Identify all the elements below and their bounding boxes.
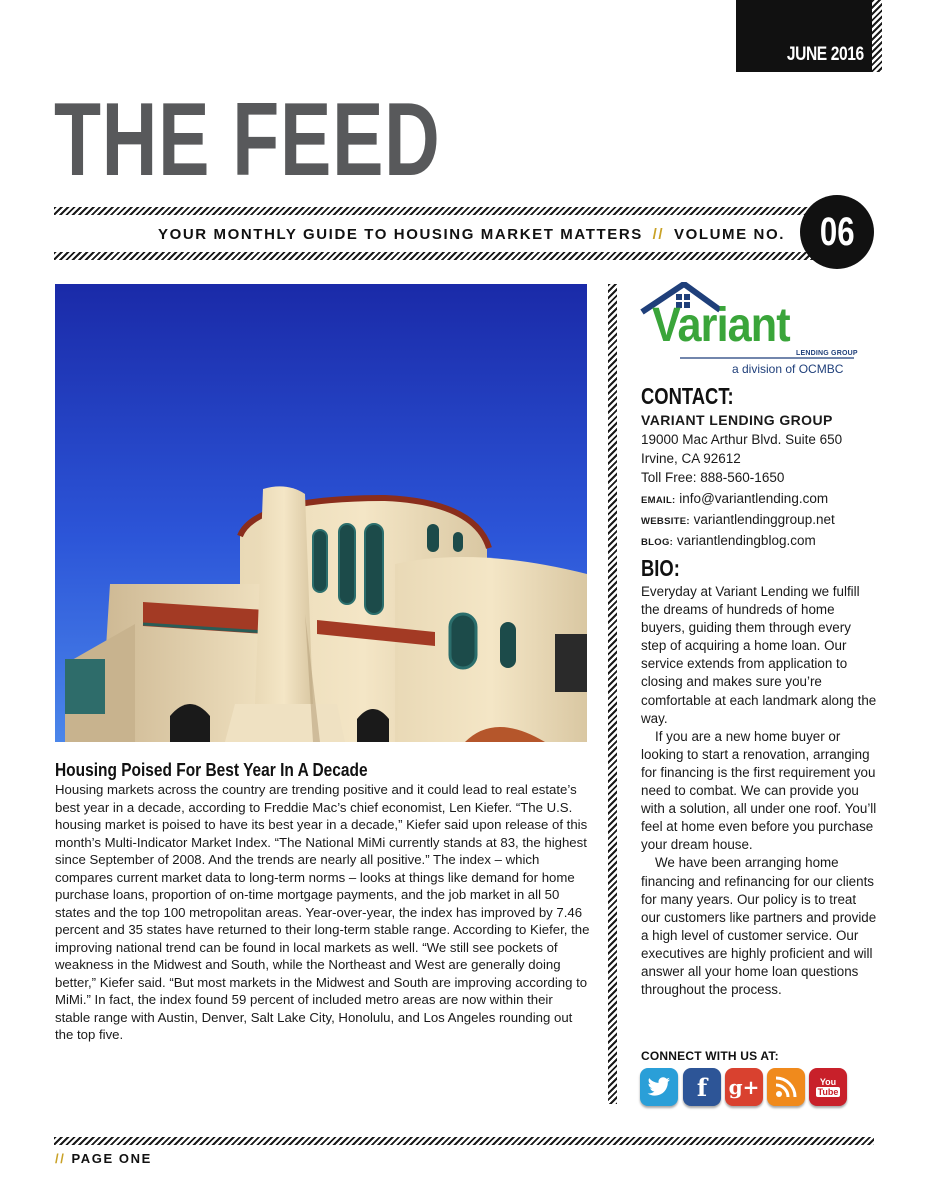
email-link[interactable]: info@variantlending.com bbox=[679, 491, 829, 506]
logo-tagline: LENDING GROUP bbox=[796, 350, 858, 357]
month-badge-hatch bbox=[872, 0, 882, 72]
bio-paragraph-1: Everyday at Variant Lending we fulfill the dreams of hundreds of home buyers, guiding them through every step of acquiring a home loan. Our service extends from application to closing and makes sure you’re comfortable at each landmark along the way. bbox=[641, 584, 877, 726]
youtube-icon[interactable]: You Tube bbox=[809, 1068, 847, 1106]
company-name: VARIANT LENDING GROUP bbox=[641, 412, 833, 428]
googleplus-icon[interactable]: g+ bbox=[725, 1068, 763, 1106]
header-divider-bottom bbox=[54, 252, 814, 260]
rss-icon[interactable] bbox=[767, 1068, 805, 1106]
volume-badge bbox=[800, 195, 874, 269]
address-line-2: Irvine, CA 92612 bbox=[641, 451, 741, 466]
header-divider-top bbox=[54, 207, 814, 215]
page-label: PAGE ONE bbox=[71, 1151, 152, 1166]
company-logo bbox=[640, 282, 860, 378]
footer-divider bbox=[54, 1137, 874, 1145]
connect-label: CONNECT WITH US AT: bbox=[641, 1049, 779, 1063]
subtitle-text: YOUR MONTHLY GUIDE TO HOUSING MARKET MATTERS bbox=[158, 226, 643, 243]
blog-link[interactable]: variantlendingblog.com bbox=[676, 533, 816, 548]
article-title: Housing Poised For Best Year In A Decade bbox=[55, 760, 368, 780]
facebook-icon[interactable]: f bbox=[683, 1068, 721, 1106]
page-footer bbox=[55, 1151, 152, 1166]
website-label: WEBSITE: bbox=[641, 516, 690, 527]
address-line-1: 19000 Mac Arthur Blvd. Suite 650 bbox=[641, 432, 843, 447]
email-row bbox=[641, 489, 881, 510]
volume-number: 06 bbox=[819, 209, 855, 254]
bio-text bbox=[641, 583, 877, 999]
month-badge bbox=[736, 0, 872, 72]
logo-wordmark: Variant bbox=[652, 299, 790, 352]
blog-label: BLOG: bbox=[641, 537, 674, 548]
contact-block bbox=[641, 411, 881, 552]
article-body: Housing markets across the country are trending positive and it could lead to real estate’s best year in a decade, according to Freddie Mac’s chief economist, Len Kiefer. “The U.S. housing market is poised to have its best year in a decade,” Kiefer said upon release of this month’s Multi-Indicator Market Index. “The National MiMi currently stands at 83, the highest since September of 2008. And the trends are nearly all positive.” The index – which compares current market data to long-term norms – looks at things like demand for home purchase loans, proportion of on-time mortgage payments, and the job market in all 50 states and the top 100 metropolitan areas. Year-over-year, the index has improved by 7.46 percent and 35 states have returned to their long-term stable range. According to Kiefer, the improving national trend can be found in local markets as well. “We still see pockets of weakness in the Midwest and South, while the Northeast and West are generally doing better,” Kiefer said. “But most markets in the Midwest and South are improving according to MiMi.” In fact, the index found 59 percent of included metro areas are now within their stable range with Austin, Denver, Salt Lake City, Honolulu, and Los Angeles rounding out the top five. bbox=[55, 782, 590, 1042]
subtitle-separator: // bbox=[652, 226, 665, 243]
website-row bbox=[641, 510, 881, 531]
toll-free: Toll Free: 888-560-1650 bbox=[641, 470, 785, 485]
volume-label: VOLUME NO. bbox=[673, 226, 785, 243]
article-photo bbox=[55, 284, 587, 742]
contact-heading: CONTACT: bbox=[641, 383, 734, 409]
bio-paragraph-3: We have been arranging home financing and refinancing for our clients for many years. Our policy is to treat our customers like partners and provide a high level of customer service. Our executives are highly proficient and will answer all your home loan questions throughout the process. bbox=[641, 855, 877, 998]
footer-separator: // bbox=[55, 1151, 66, 1166]
bio-paragraph-2: If you are a new home buyer or looking to start a renovation, arranging for financing is the first requirement you need to combat. We can provide you with a solution, all under one roof. You’ll feel at home even before you purchase your dream house. bbox=[641, 728, 877, 853]
website-link[interactable]: variantlendinggroup.net bbox=[693, 512, 835, 527]
bio-heading: BIO: bbox=[641, 555, 680, 581]
logo-division: a division of OCMBC bbox=[732, 362, 844, 376]
blog-row bbox=[641, 531, 881, 552]
twitter-icon[interactable] bbox=[640, 1068, 678, 1106]
issue-date: JUNE 2016 bbox=[787, 44, 864, 65]
newsletter-subtitle bbox=[158, 226, 785, 243]
column-divider bbox=[608, 284, 617, 1104]
email-label: EMAIL: bbox=[641, 495, 676, 506]
newsletter-title: THE FEED bbox=[54, 82, 441, 198]
